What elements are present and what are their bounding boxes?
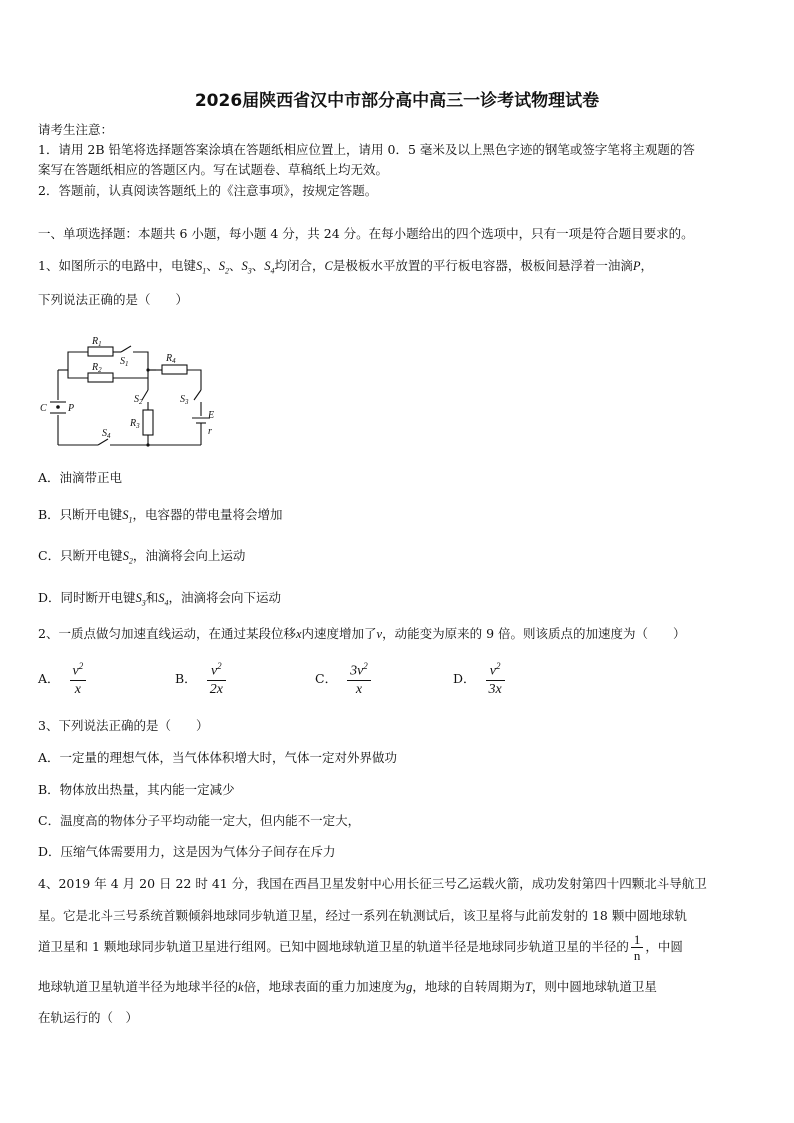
page-title: 2026届陕西省汉中市部分高中高三一诊考试物理试卷 bbox=[194, 91, 600, 111]
label-s1: $S_1$ bbox=[120, 356, 129, 368]
label-r1: $R_1$ bbox=[92, 336, 102, 348]
q1-stem-line-2: 下列说法正确的是（ ） bbox=[38, 292, 189, 307]
label-e: E bbox=[208, 410, 215, 421]
notice-item-1-line-2: 案写在答题纸相应的答题区内。写在试题卷、草稿纸上均无效。 bbox=[38, 162, 389, 177]
label-r2: $R_2$ bbox=[92, 362, 102, 374]
q4-line-1: 4、2019 年 4 月 20 日 22 时 41 分，我国在西昌卫星发射中心用长征三号乙运载火箭，成功发射第四十四颗北斗导航卫 bbox=[38, 876, 707, 891]
q1-option-b: B．只断开电键$S_1$，电容器的带电量将会增加 bbox=[38, 507, 283, 525]
q4-line-4: 地球轨道卫星轨道半径为地球半径的k倍，地球表面的重力加速度为g，地球的自转周期为T，则中圆地球轨道卫星 bbox=[38, 979, 657, 994]
q4-line-3: 道卫星和 1 颗地球同步轨道卫星进行组网。已知中圆地球轨道卫星的轨道半径是地球同步轨道卫星的半径的 $\frac{1}{n}$ ，中圆 bbox=[38, 932, 683, 963]
q2-option-c: C． $\frac{3v^2}{x}$ bbox=[315, 658, 371, 698]
label-p: P bbox=[68, 403, 75, 414]
notice-heading: 请考生注意： bbox=[38, 122, 114, 137]
label-r: r bbox=[208, 426, 212, 437]
q1-option-d: D．同时断开电键$S_3$和$S_4$，油滴将会向下运动 bbox=[38, 590, 282, 608]
q2-stem: 2、一质点做匀加速直线运动，在通过某段位移x内速度增加了v，动能变为原来的 9 倍。则该质点的加速度为（ ） bbox=[38, 626, 686, 641]
label-r4: $R_4$ bbox=[166, 353, 176, 365]
label-s3: $S_3$ bbox=[180, 394, 189, 406]
q1-circuit-diagram bbox=[38, 330, 218, 455]
q1-stem-line-1: 1、如图所示的电路中，电键$S_1$、$S_2$、$S_3$、$S_4$均闭合，C是极板水平放置的平行板电容器，极板间悬浮着一油滴P， bbox=[38, 258, 654, 276]
q2-option-b: B． $\frac{v^2}{2x}$ bbox=[175, 658, 226, 698]
q2-option-a: A． $\frac{v^2}{x}$ bbox=[38, 658, 86, 698]
q4-line-2: 星。它是北斗三号系统首颗倾斜地球同步轨道卫星，经过一系列在轨测试后，该卫星将与此前发射的 18 颗中圆地球轨 bbox=[38, 908, 687, 923]
q3-option-d: D．压缩气体需要用力，这是因为气体分子间存在斥力 bbox=[38, 844, 336, 859]
notice-item-1-line-1: 1．请用 2B 铅笔将选择题答案涂填在答题纸相应位置上，请用 0．5 毫米及以上黑色字迹的钢笔或签字笔将主观题的答 bbox=[38, 142, 695, 157]
q3-option-a: A．一定量的理想气体，当气体体积增大时，气体一定对外界做功 bbox=[38, 750, 398, 765]
label-r3: $R_3$ bbox=[130, 418, 140, 430]
q3-option-c: C．温度高的物体分子平均动能一定大，但内能不一定大， bbox=[38, 813, 361, 828]
q3-option-b: B．物体放出热量，其内能一定减少 bbox=[38, 782, 235, 797]
q4-line-5: 在轨运行的（ ） bbox=[38, 1010, 139, 1025]
label-s4: $S_4$ bbox=[102, 428, 111, 440]
notice-item-2: 2．答题前，认真阅读答题纸上的《注意事项》，按规定答题。 bbox=[38, 183, 378, 198]
label-s2: $S_2$ bbox=[134, 394, 143, 406]
label-c: C bbox=[40, 403, 47, 414]
q3-stem: 3、下列说法正确的是（ ） bbox=[38, 718, 209, 733]
q1-option-c: C．只断开电键$S_2$，油滴将会向上运动 bbox=[38, 548, 246, 566]
q1-option-a: A．油滴带正电 bbox=[38, 470, 123, 485]
section-1-instructions: 一、单项选择题：本题共 6 小题，每小题 4 分，共 24 分。在每小题给出的四个选项中，只有一项是符合题目要求的。 bbox=[38, 226, 694, 241]
q2-option-d: D． $\frac{v^2}{3x}$ bbox=[453, 658, 505, 698]
